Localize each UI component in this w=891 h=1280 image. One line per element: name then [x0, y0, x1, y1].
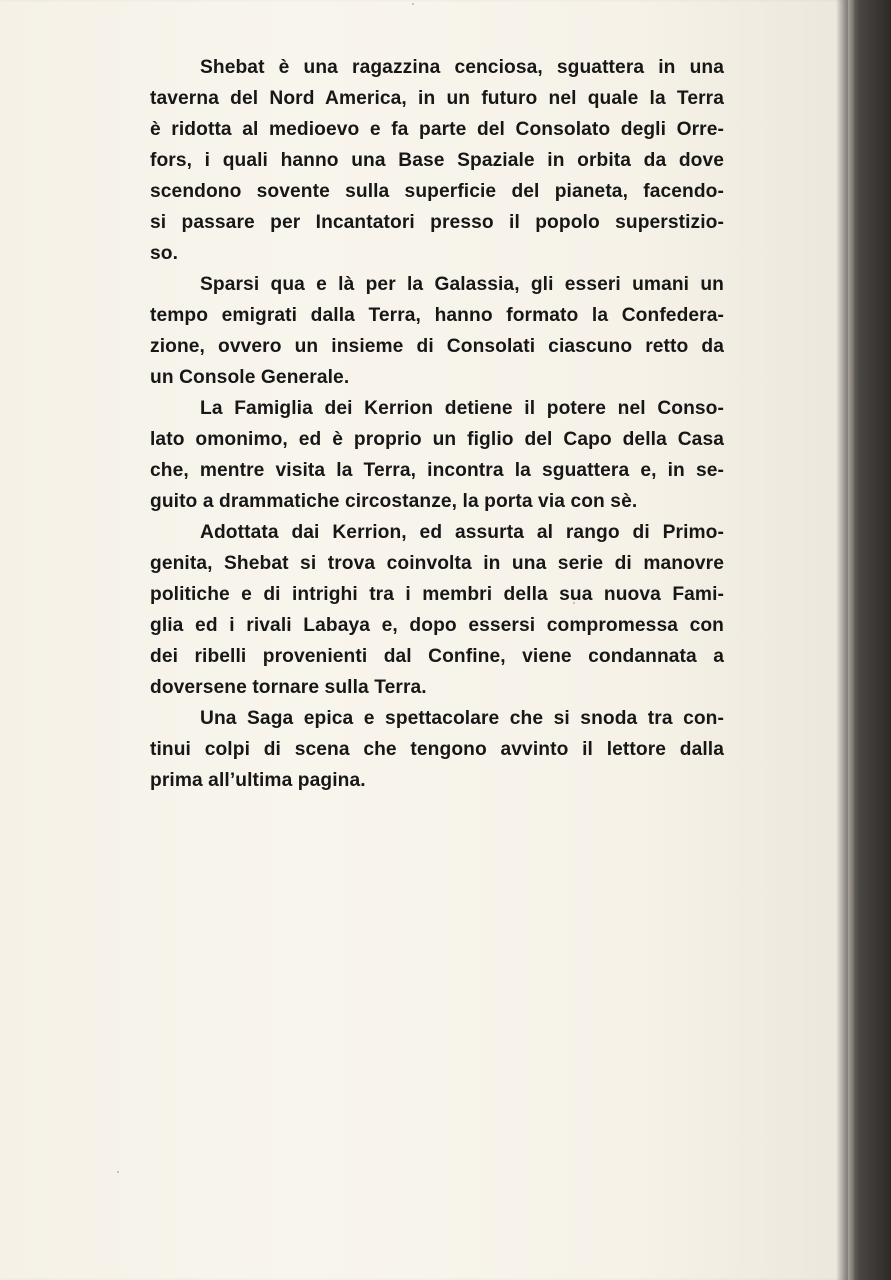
text-line: taverna del Nord America, in un futuro nel quale la Terra — [150, 88, 724, 109]
text-line: politiche e di intrighi tra i membri della sua nuova Fami- — [150, 584, 724, 605]
text-line: fors, i quali hanno una Base Spaziale in orbita da dove — [150, 150, 724, 171]
text-line: prima all’ultima pagina. — [150, 770, 366, 791]
text-line: doversene tornare sulla Terra. — [150, 677, 427, 698]
synopsis-text-block — [150, 52, 724, 796]
text-line: zione, ovvero un insieme di Consolati ciascuno retto da — [150, 336, 724, 357]
spine-shadow — [836, 0, 891, 1280]
text-line: è ridotta al medioevo e fa parte del Consolato degli Orre- — [150, 119, 724, 140]
text-line: Adottata dai Kerrion, ed assurta al rango di Primo- — [200, 522, 724, 543]
text-line: un Console Generale. — [150, 367, 350, 388]
text-line: che, mentre visita la Terra, incontra la sguattera e, in se- — [150, 460, 724, 481]
text-line: lato omonimo, ed è proprio un figlio del Capo della Casa — [150, 429, 724, 450]
text-line: tempo emigrati dalla Terra, hanno formato la Confedera- — [150, 305, 724, 326]
paragraph-3 — [150, 393, 724, 517]
paper-speck — [117, 1171, 119, 1173]
paragraph-2 — [150, 269, 724, 393]
paragraph-4 — [150, 517, 724, 703]
text-line: tinui colpi di scena che tengono avvinto il lettore dalla — [150, 739, 724, 760]
text-line: si passare per Incantatori presso il popolo superstizio- — [150, 212, 724, 233]
text-line: Shebat è una ragazzina cenciosa, sguattera in una — [200, 57, 724, 78]
text-line: so. — [150, 243, 179, 264]
text-line: genita, Shebat si trova coinvolta in una serie di manovre — [150, 553, 724, 574]
text-line: La Famiglia dei Kerrion detiene il potere nel Conso- — [200, 398, 724, 419]
paragraph-5 — [150, 703, 724, 796]
spine-edge — [848, 0, 854, 1280]
paper-speck — [412, 3, 414, 5]
text-line: scendono sovente sulla superficie del pianeta, facendo- — [150, 181, 724, 202]
paper-speck — [622, 412, 624, 414]
text-line: dei ribelli provenienti dal Confine, viene condannata a — [150, 646, 724, 667]
text-line: Una Saga epica e spettacolare che si snoda tra con- — [200, 708, 724, 729]
text-line: glia ed i rivali Labaya e, dopo essersi compromessa con — [150, 615, 724, 636]
text-line: Sparsi qua e là per la Galassia, gli esseri umani un — [200, 274, 724, 295]
paragraph-1 — [150, 52, 724, 269]
text-line: guito a drammatiche circostanze, la porta via con sè. — [150, 491, 638, 512]
paper-speck — [573, 602, 575, 604]
